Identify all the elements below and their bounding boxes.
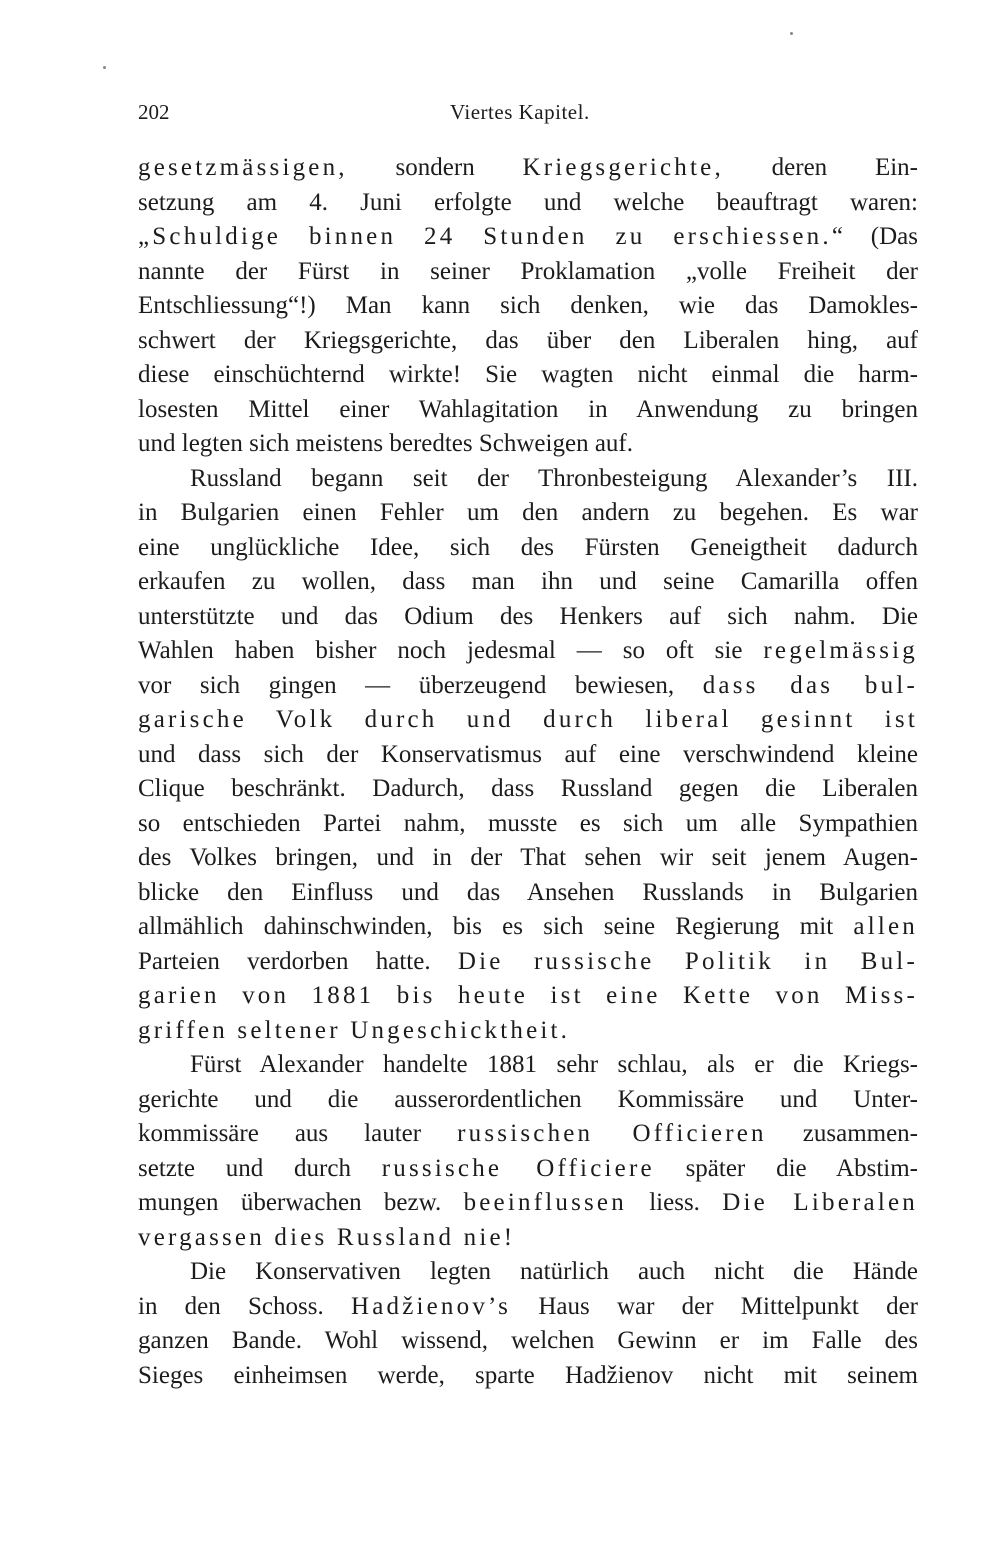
text-line: und dass sich der Konservatismus auf eine verschwindend kleine	[138, 740, 918, 768]
text-line: mungen überwachen bezw. beeinflussen liess. Die Liberalen	[138, 1189, 918, 1216]
text-line: Russland begann seit der Thronbesteigung Alexander’s III.	[190, 464, 918, 492]
text-line: garische Volk durch und durch liberal gesinnt ist	[138, 706, 918, 733]
text-line: ganzen Bande. Wohl wissend, welchen Gewinn er im Falle des	[138, 1327, 918, 1354]
text-line: setzte und durch russische Officiere später die Abstim-	[138, 1154, 918, 1182]
running-head	[138, 100, 918, 134]
text-line: diese einschüchternd wirkte! Sie wagten nicht einmal die harm-	[138, 361, 918, 388]
text-line: blicke den Einfluss und das Ansehen Russlands in Bulgarien	[138, 878, 918, 906]
scan-speck	[103, 66, 106, 69]
text-line: Sieges einheimsen werde, sparte Hadžienov nicht mit seinem	[138, 1361, 918, 1389]
text-line: so entschieden Partei nahm, musste es sich um alle Sympathien	[138, 809, 918, 837]
text-line: des Volkes bringen, und in der That sehen wir seit jenem Augen-	[138, 844, 918, 871]
text-line: nannte der Fürst in seiner Proklamation „volle Freiheit der	[138, 257, 918, 285]
body-text	[138, 151, 918, 1393]
text-line: vor sich gingen — überzeugend bewiesen, dass das bul-	[138, 671, 918, 699]
text-line: allmählich dahinschwinden, bis es sich seine Regierung mit allen	[138, 913, 918, 940]
text-line: Wahlen haben bisher noch jedesmal — so oft sie regelmässig	[138, 637, 918, 664]
text-line: gerichte und die ausserordentlichen Kommissäre und Unter-	[138, 1085, 918, 1113]
text-line: in Bulgarien einen Fehler um den andern zu begehen. Es war	[138, 499, 918, 526]
text-line: gesetzmässigen, sondern Kriegsgerichte, deren Ein-	[138, 154, 919, 181]
chapter-title: Viertes Kapitel.	[450, 100, 590, 124]
text-line: griffen seltener Ungeschicktheit.	[138, 1016, 571, 1044]
text-line: „Schuldige binnen 24 Stunden zu erschiessen.“ (Das	[138, 223, 918, 250]
text-line: unterstützte und das Odium des Henkers auf sich nahm. Die	[138, 602, 918, 630]
text-line: losesten Mittel einer Wahlagitation in Anwendung zu bringen	[138, 395, 918, 423]
scan-speck	[790, 32, 793, 35]
text-line: erkaufen zu wollen, dass man ihn und seine Camarilla offen	[138, 568, 918, 595]
text-line: Clique beschränkt. Dadurch, dass Russland gegen die Liberalen	[138, 775, 918, 802]
text-line: und legten sich meistens beredtes Schweigen auf.	[138, 430, 633, 457]
text-line: vergassen dies Russland nie!	[138, 1223, 516, 1251]
text-line: in den Schoss. Hadžienov’s Haus war der Mittelpunkt der	[138, 1292, 918, 1320]
text-line: garien von 1881 bis heute ist eine Kette von Miss-	[138, 982, 918, 1009]
text-line: Die Konservativen legten natürlich auch nicht die Hände	[190, 1258, 918, 1285]
text-line: kommissäre aus lauter russischen Officieren zusammen-	[138, 1120, 919, 1147]
text-line: setzung am 4. Juni erfolgte und welche beauftragt waren:	[138, 188, 918, 216]
text-line: schwert der Kriegsgerichte, das über den Liberalen hing, auf	[138, 326, 918, 354]
text-line: Entschliessung“!) Man kann sich denken, wie das Damokles-	[138, 292, 918, 319]
text-line: Parteien verdorben hatte. Die russische Politik in Bul-	[138, 947, 918, 975]
text-line: eine unglückliche Idee, sich des Fürsten Geneigtheit dadurch	[138, 533, 918, 561]
text-line: Fürst Alexander handelte 1881 sehr schlau, als er die Kriegs-	[190, 1051, 918, 1078]
page-number: 202	[138, 100, 170, 124]
